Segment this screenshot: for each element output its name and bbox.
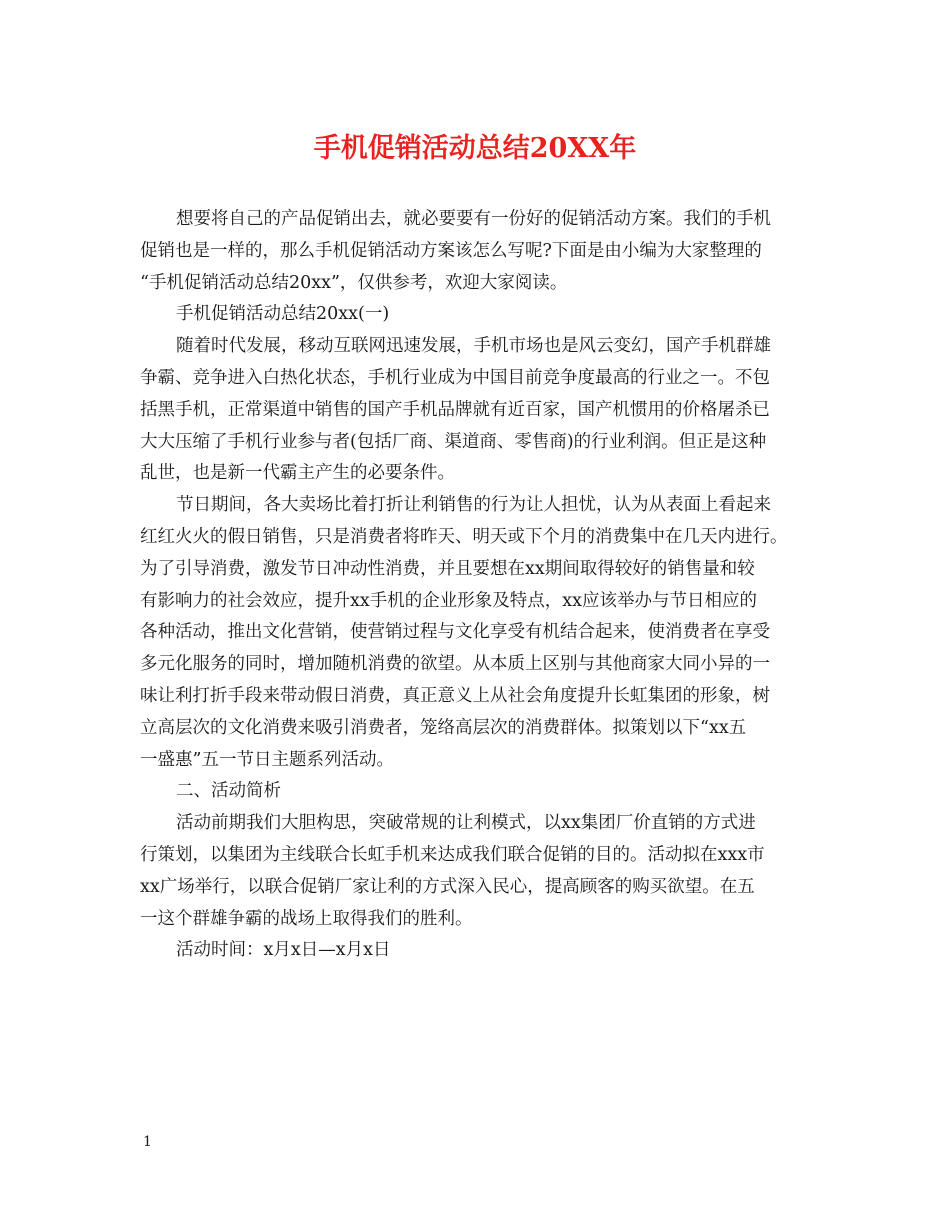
text-line: 大大压缩了手机行业参与者(包括厂商、渠道商、零售商)的行业利润。但正是这种 xyxy=(140,431,767,452)
document-body xyxy=(140,204,830,967)
text-line: 多元化服务的同时，增加随机消费的欲望。从本质上区别与其他商家大同小异的一 xyxy=(140,654,770,675)
text-line: 红红火火的假日销售，只是消费者将昨天、明天或下个月的消费集中在几天内进行。 xyxy=(140,526,788,547)
document-title: 手机促销活动总结20XX年 xyxy=(313,133,637,164)
text-line: 随着时代发展，移动互联网迅速发展，手机市场也是风云变幻，国产手机群雄 xyxy=(176,336,771,357)
text-line: 争霸、竞争进入白热化状态，手机行业成为中国目前竞争度最高的行业之一。不包 xyxy=(140,367,770,388)
text-line: 一这个群雄争霸的战场上取得我们的胜利。 xyxy=(140,908,473,929)
text-line: xx广场举行，以联合促销厂家让利的方式深入民心，提高顾客的购买欲望。在五 xyxy=(140,876,755,897)
text-line: 为了引导消费，激发节日冲动性消费，并且要想在xx期间取得较好的销售量和较 xyxy=(140,558,755,579)
section-heading: 手机促销活动总结20xx(一) xyxy=(176,304,390,325)
text-line: 一盛惠”五一节日主题系列活动。 xyxy=(140,749,394,770)
text-line: 各种活动，推出文化营销，使营销过程与文化享受有机结合起来，使消费者在享受 xyxy=(140,622,770,643)
text-line: 促销也是一样的，那么手机促销活动方案该怎么写呢?下面是由小编为大家整理的 xyxy=(140,240,762,261)
text-line: “手机促销活动总结20xx”，仅供参考，欢迎大家阅读。 xyxy=(140,272,568,293)
text-line: 乱世，也是新一代霸主产生的必要条件。 xyxy=(140,463,455,484)
text-line: 活动前期我们大胆构思，突破常规的让利模式，以xx集团厂价直销的方式进 xyxy=(176,813,756,834)
page-number: 1 xyxy=(143,1134,152,1150)
text-line: 活动时间：x月x日—x月x日 xyxy=(176,940,391,961)
text-line: 味让利打折手段来带动假日消费，真正意义上从社会角度提升长虹集团的形象，树 xyxy=(140,685,770,706)
text-line: 想要将自己的产品促销出去，就必要要有一份好的促销活动方案。我们的手机 xyxy=(176,209,771,229)
text-line: 行策划，以集团为主线联合长虹手机来达成我们联合促销的目的。活动拟在xxx市 xyxy=(140,844,765,865)
text-line: 立高层次的文化消费来吸引消费者，笼络高层次的消费群体。拟策划以下“xx五 xyxy=(140,717,747,738)
text-line: 括黑手机，正常渠道中销售的国产手机品牌就有近百家，国产机惯用的价格屠杀已 xyxy=(140,399,770,420)
text-line: 有影响力的社会效应，提升xx手机的企业形象及特点，xx应该举办与节日相应的 xyxy=(140,590,757,611)
section-heading: 二、活动简析 xyxy=(176,781,281,802)
text-line: 节日期间，各大卖场比着打折让利销售的行为让人担忧，认为从表面上看起来 xyxy=(176,495,771,516)
